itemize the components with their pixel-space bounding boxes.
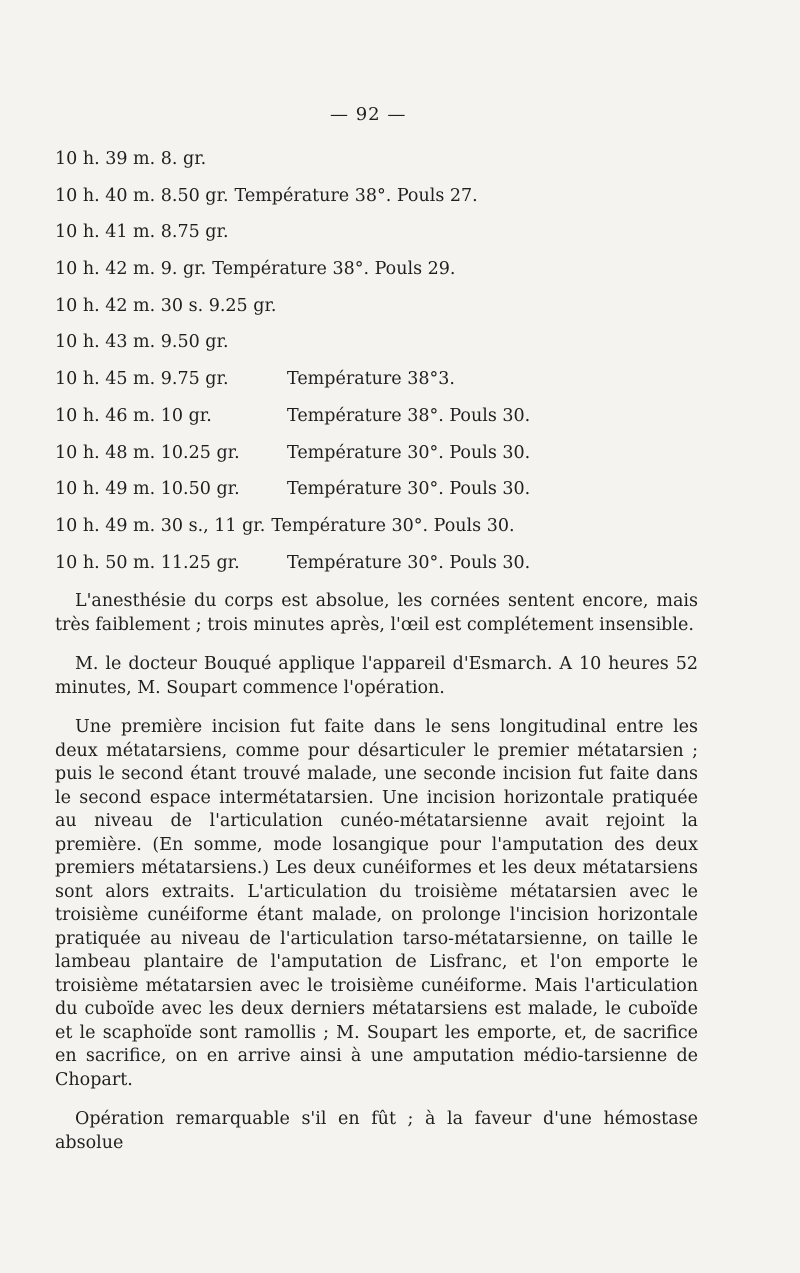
log-vitals: Température 30°. Pouls 30. [287,442,531,463]
log-time: 10 h. 45 m. 9.75 gr. [55,369,229,390]
log-vitals: Température 38°. Pouls 30. [287,405,531,426]
log-vitals: Température 38°3. [287,369,455,390]
log-vitals: Température 38°. Pouls 27. [234,185,478,206]
log-row [55,364,575,401]
log-row [55,474,575,511]
paragraph: L'anesthésie du corps est absolue, les cornées sentent encore, mais très faiblement ; trois minutes après, l'œil est complétement insensible. [55,591,698,635]
log-row [55,217,575,254]
paragraph: Opération remarquable s'il en fût ; à la faveur d'une hémostase absolue [55,1109,698,1153]
log-time: 10 h. 40 m. 8.50 gr. [55,185,229,206]
log-time: 10 h. 48 m. 10.25 gr. [55,442,240,463]
log-vitals: Température 30°. Pouls 30. [287,552,531,573]
log-time: 10 h. 49 m. 10.50 gr. [55,479,240,500]
paragraph: M. le docteur Bouqué applique l'appareil d'Esmarch. A 10 heures 52 minutes, M. Soupart commence l'opération. [55,654,698,698]
log-row [55,144,575,181]
log-row [55,548,575,585]
paragraph: Une première incision fut faite dans le sens longitudinal entre les deux métatarsiens, comme pour désarticuler le premier métatarsien ; puis le second étant trouvé malade, une seconde incision fut faite dans le second espace intermétatarsien. Une incision horizontale pratiquée au niveau de l'articulation cunéo-métatarsienne avait rejoint la première. (En somme, mode losangique pour l'amputation des deux premiers métatarsiens.) Les deux cunéiformes et les deux métatarsiens sont alors extraits. L'articulation du troisième métatarsien avec le troisième cunéiforme étant malade, on prolonge l'incision horizontale pratiquée au niveau de l'articulation tarso-métatarsienne, on taille le lambeau plantaire de l'amputation de Lisfranc, et l'on emporte le troisième métatarsien avec le troisième cunéiforme. Mais l'articulation du cuboïde avec les deux derniers métatarsiens est malade, le cuboïde et le scaphoïde sont ramollis ; M. Soupart les emporte, et, de sacrifice en sacrifice, on en arrive ainsi à une amputation médio-tarsienne de Chopart. [55,717,698,1090]
log-row [55,291,575,328]
log-time: 10 h. 43 m. 9.50 gr. [55,332,229,353]
log-time: 10 h. 42 m. 9. gr. [55,259,207,280]
log-time: 10 h. 46 m. 10 gr. [55,405,212,426]
log-row [55,327,575,364]
log-time: 10 h. 49 m. 30 s., 11 gr. [55,515,266,536]
log-time: 10 h. 42 m. 30 s. 9.25 gr. [55,295,277,316]
log-vitals: Température 30°. Pouls 30. [287,479,531,500]
log-row [55,438,575,475]
log-time: 10 h. 39 m. 8. gr. [55,149,207,169]
anesthesia-log [55,144,575,584]
log-row [55,511,575,548]
body-text [55,590,698,1171]
log-vitals: Température 38°. Pouls 29. [212,259,456,280]
log-vitals: Température 30°. Pouls 30. [271,515,515,536]
page-number: — 92 — [330,104,407,125]
log-row [55,254,575,291]
log-row [55,401,575,438]
log-time: 10 h. 41 m. 8.75 gr. [55,222,229,243]
log-time: 10 h. 50 m. 11.25 gr. [55,552,240,573]
log-row [55,181,575,218]
